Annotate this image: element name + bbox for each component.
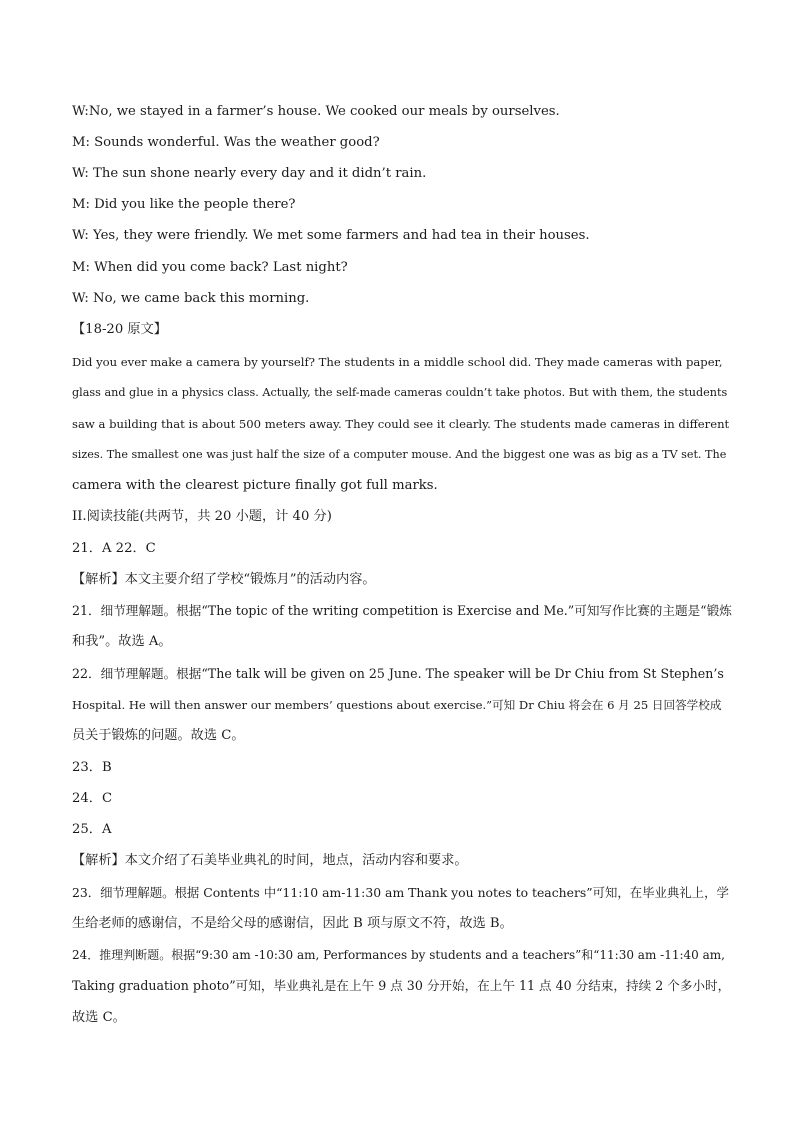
analysis-line: 24．推理判断题。根据“9:30 am -10:30 am, Performances by students and a teachers”和“11:30 am -11:40 am, [72, 948, 725, 962]
dialogue-line: M: Did you like the people there? [72, 197, 296, 212]
analysis-line: 22．细节理解题。根据“The talk will be given on 25 June. The speaker will be Dr Chiu from St Stephen’s [72, 666, 724, 681]
analysis-line: 和我”。故选 A。 [72, 634, 172, 649]
analysis-line: Taking graduation photo”可知，毕业典礼是在上午 9 点 30 分开始，在上午 11 点 40 分结束，持续 2 个多小时， [72, 978, 731, 993]
analysis-line: 故选 C。 [72, 1010, 126, 1025]
dialogue-line: W: Yes, they were friendly. We met some farmers and had tea in their houses. [72, 228, 590, 243]
dialogue-line: M: Sounds wonderful. Was the weather good? [72, 135, 380, 150]
analysis-line: 员关于锻炼的问题。故选 C。 [72, 728, 245, 743]
answer-line: 25．A [72, 822, 112, 837]
analysis-line: 生给老师的感谢信，不是给父母的感谢信，因此 B 项与原文不符，故选 B。 [72, 916, 513, 931]
section-heading: 【18-20 原文】 [72, 322, 167, 337]
passage-line: saw a building that is about 500 meters away. They could see it clearly. The students made cameras in different [72, 417, 730, 431]
passage-line: glass and glue in a physics class. Actually, the self-made cameras couldn’t take photos. But with them, the students [72, 386, 728, 399]
analysis-line: 23．细节理解题。根据 Contents 中“11:10 am-11:30 am Thank you notes to teachers”可知，在毕业典礼上，学 [72, 885, 729, 900]
passage-line: sizes. The smallest one was just half the size of a computer mouse. And the biggest one was as big as a TV set. The [72, 448, 727, 461]
dialogue-line: M: When did you come back? Last night? [72, 260, 348, 275]
analysis-line: 【解析】本文主要介绍了学校“锻炼月”的活动内容。 [72, 572, 376, 587]
answer-line: 21．A 22．C [72, 541, 156, 556]
analysis-line: 21．细节理解题。根据“The topic of the writing competition is Exercise and Me.”可知写作比赛的主题是“锻炼 [72, 603, 732, 618]
section-heading: II.阅读技能(共两节，共 20 小题，计 40 分) [72, 509, 332, 524]
dialogue-line: W: The sun shone nearly every day and it didn’t rain. [72, 166, 427, 181]
passage-line: Did you ever make a camera by yourself? The students in a middle school did. They made cameras with paper, [72, 355, 723, 369]
answer-line: 23．B [72, 760, 112, 775]
analysis-line: 【解析】本文介绍了石美毕业典礼的时间，地点，活动内容和要求。 [72, 853, 468, 868]
passage-line: camera with the clearest picture finally got full marks. [72, 478, 438, 493]
answer-line: 24．C [72, 791, 113, 806]
dialogue-line: W: No, we came back this morning. [72, 291, 310, 306]
analysis-line: Hospital. He will then answer our members’ questions about exercise.”可知 Dr Chiu 将会在 6 月 25 日回答学校成 [72, 698, 722, 712]
dialogue-line: W:No, we stayed in a farmer’s house. We cooked our meals by ourselves. [72, 104, 560, 119]
